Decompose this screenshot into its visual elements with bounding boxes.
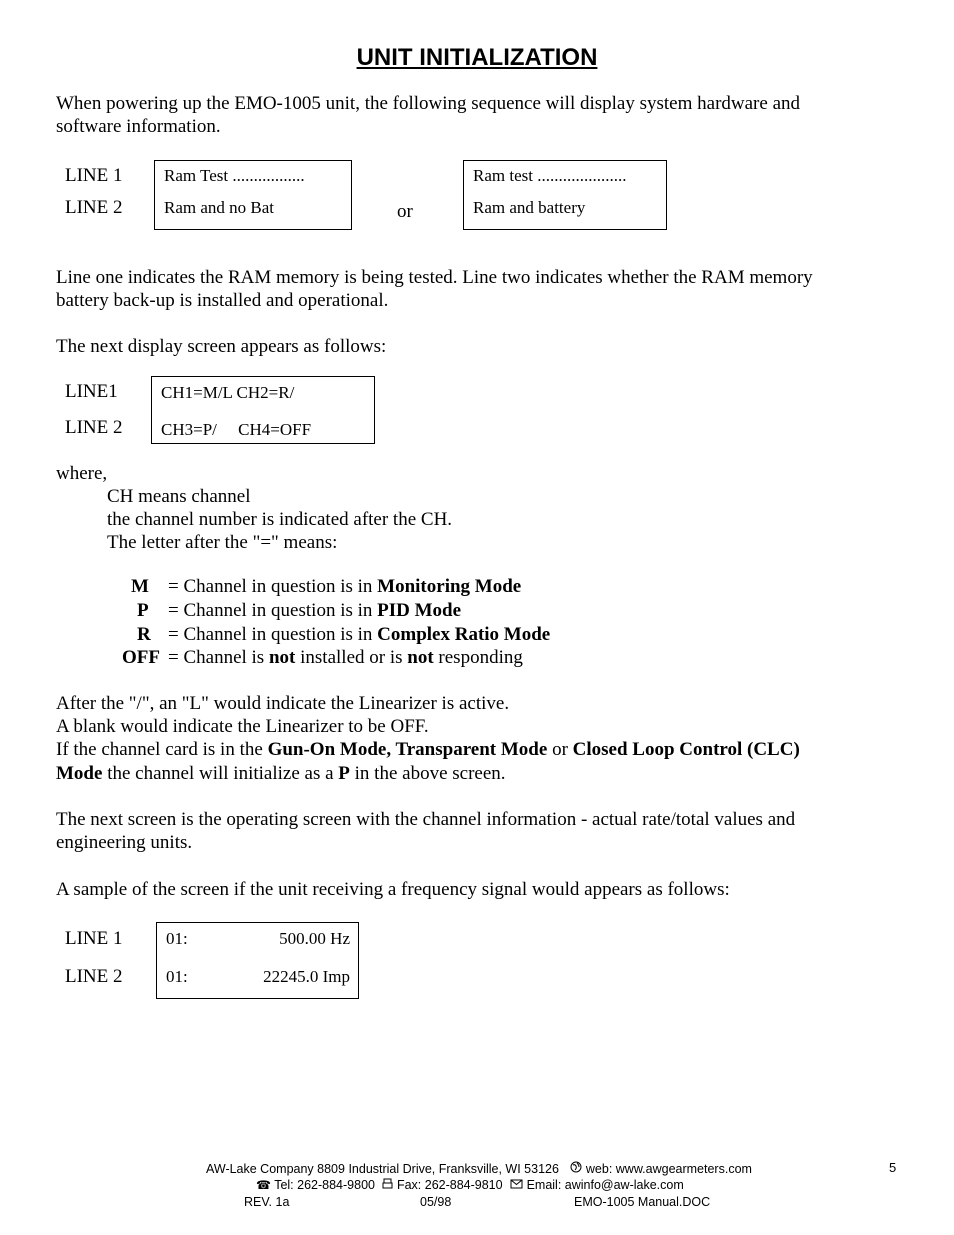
fax-icon bbox=[382, 1178, 393, 1192]
operating-line-2: engineering units. bbox=[56, 832, 193, 853]
company-address: AW-Lake Company 8809 Industrial Drive, Franksville, WI 53126 bbox=[206, 1162, 559, 1176]
mode-key-r: R bbox=[137, 624, 151, 645]
revision-date: 05/98 bbox=[420, 1195, 452, 1209]
ram-line-1: Line one indicates the RAM memory is being tested. Line two indicates whether the RAM memory bbox=[56, 267, 813, 288]
linearizer-line-4: Mode the channel will initialize as a P in the above screen. bbox=[56, 763, 506, 784]
display3-label-line1: LINE 1 bbox=[65, 928, 123, 949]
page-number: 5 bbox=[889, 1160, 897, 1175]
next-display-text: The next display screen appears as follows: bbox=[56, 336, 387, 357]
telephone: Tel: 262-884-9800 bbox=[274, 1178, 375, 1192]
operating-line-1: The next screen is the operating screen with the channel information - actual rate/total values and bbox=[56, 809, 796, 830]
lcd-box-battery bbox=[463, 160, 667, 230]
mode-desc-p: = Channel in question is in PID Mode bbox=[168, 600, 462, 621]
phone-icon: ☎ bbox=[256, 1178, 271, 1192]
lcd-total-value: 22245.0 Imp bbox=[263, 967, 350, 986]
ram-line-2: battery back-up is installed and operational. bbox=[56, 290, 389, 311]
lcd-line-1: Ram Test ................. bbox=[164, 166, 305, 185]
fax-number: Fax: 262-884-9810 bbox=[396, 1178, 503, 1192]
footer-contact-line bbox=[256, 1178, 684, 1192]
email-address: Email: awinfo@aw-lake.com bbox=[526, 1178, 684, 1192]
revision: REV. 1a bbox=[244, 1195, 290, 1209]
lcd-channel-1: 01: bbox=[166, 967, 188, 986]
lcd-rate-value: 500.00 Hz bbox=[279, 929, 350, 948]
lcd-line-2: Ram and battery bbox=[473, 198, 586, 217]
or-separator: or bbox=[397, 201, 413, 222]
lcd-box-channels bbox=[151, 376, 375, 444]
mode-desc-r: = Channel in question is in Complex Ratio Mode bbox=[168, 624, 551, 645]
email-icon bbox=[510, 1178, 523, 1192]
lcd-line-1: CH1=M/L CH2=R/ bbox=[161, 383, 295, 402]
where-label: where, bbox=[56, 463, 108, 484]
display3-label-line2: LINE 2 bbox=[65, 966, 123, 987]
web-address: web: www.awgearmeters.com bbox=[585, 1162, 752, 1176]
where-item: CH means channel bbox=[107, 486, 251, 507]
mode-key-p: P bbox=[137, 600, 149, 621]
mode-desc-m: = Channel in question is in Monitoring Mode bbox=[168, 576, 522, 597]
lcd-line-2: Ram and no Bat bbox=[164, 198, 275, 217]
globe-icon bbox=[570, 1161, 582, 1176]
intro-line-1: When powering up the EMO-1005 unit, the following sequence will display system hardware and bbox=[56, 93, 800, 114]
linearizer-line-2: A blank would indicate the Linearizer to be OFF. bbox=[56, 716, 429, 737]
mode-desc-off: = Channel is not installed or is not responding bbox=[168, 647, 523, 668]
display2-label-line2: LINE 2 bbox=[65, 417, 123, 438]
mode-key-off: OFF bbox=[122, 647, 160, 668]
where-item: the channel number is indicated after the CH. bbox=[107, 509, 453, 530]
sample-intro-text: A sample of the screen if the unit receiving a frequency signal would appears as follows: bbox=[56, 879, 730, 900]
lcd-box-no-battery bbox=[154, 160, 352, 230]
intro-line-2: software information. bbox=[56, 116, 221, 137]
page-title: UNIT INITIALIZATION bbox=[356, 44, 598, 71]
display1-label-line1: LINE 1 bbox=[65, 165, 123, 186]
document-name: EMO-1005 Manual.DOC bbox=[574, 1195, 711, 1209]
linearizer-line-3: If the channel card is in the Gun-On Mode, Transparent Mode or Closed Loop Control (CLC) bbox=[56, 739, 800, 760]
lcd-line-2: CH3=P/ CH4=OFF bbox=[161, 420, 312, 439]
footer-address-line bbox=[206, 1161, 752, 1176]
display2-label-line1: LINE1 bbox=[65, 381, 118, 402]
display1-label-line2: LINE 2 bbox=[65, 197, 123, 218]
mode-key-m: M bbox=[131, 576, 149, 597]
lcd-line-1: Ram test ..................... bbox=[473, 166, 627, 185]
linearizer-line-1: After the "/", an "L" would indicate the Linearizer is active. bbox=[56, 693, 510, 714]
lcd-box-frequency bbox=[156, 922, 359, 999]
where-item: The letter after the "=" means: bbox=[107, 532, 338, 553]
lcd-channel-1: 01: bbox=[166, 929, 188, 948]
